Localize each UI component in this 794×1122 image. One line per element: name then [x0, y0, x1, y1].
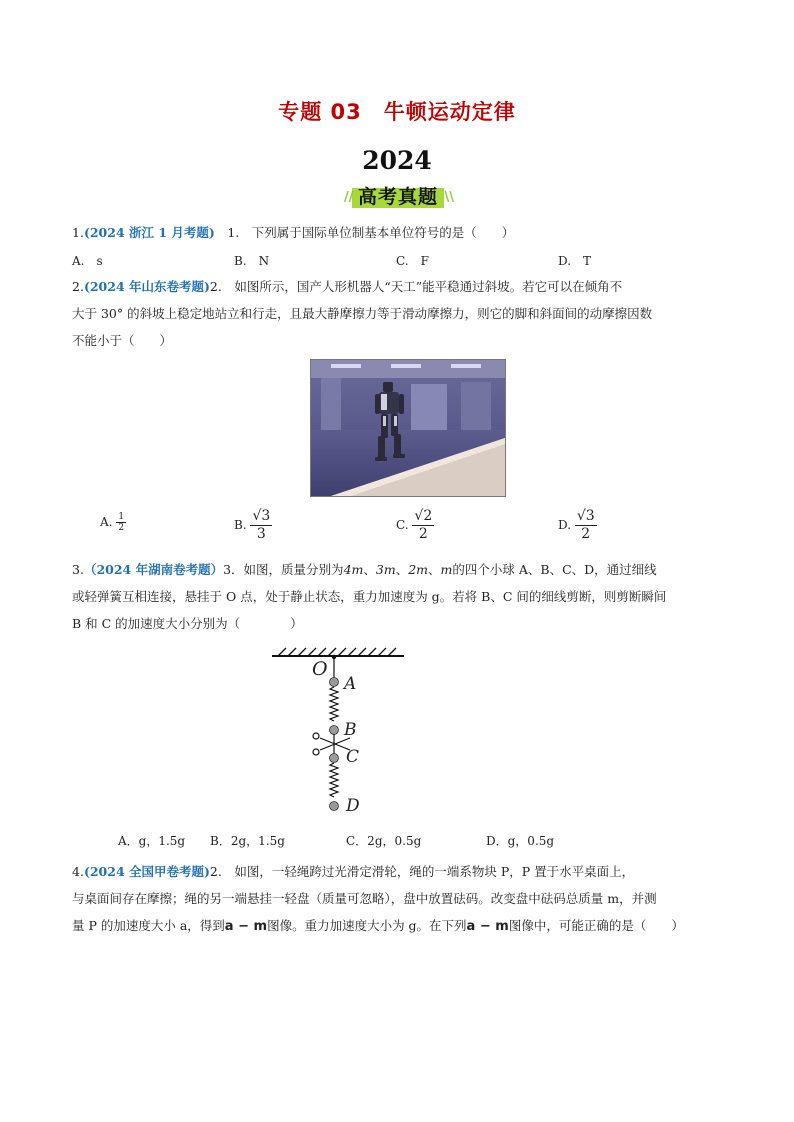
banner-slash-left: //	[344, 190, 354, 205]
q3-stem: 3.（2024 年湖南卷考题）3．如图，质量分别为4m、3m、2m、m的四个小球 A、B、C、D，通过细线 或轻弹簧互相连接，悬挂于 O 点，处于静止状态，重力加速度为 g。若将 B、C 间的细线剪断，则剪断瞬间 B 和 C 的加速度大小分别为（ ）	[72, 562, 667, 631]
q1-source: (2024 浙江 1 月考题)	[83, 225, 215, 240]
banner-slash-right: \\	[444, 190, 454, 205]
label-o: O	[312, 658, 328, 680]
q1-option-a: A. s	[72, 254, 103, 268]
q2-option-c-fraction: $\frac{√2}{2}$	[414, 508, 433, 542]
q3-source: （2024 年湖南卷考题）	[83, 562, 224, 577]
q4-formula-2: a − m	[466, 919, 509, 934]
q1-option-d: D. T	[558, 254, 592, 268]
q1-option-c: C. F	[396, 254, 429, 268]
page-title: 专题 03 牛顿运动定律	[278, 100, 516, 124]
q2-stem: 2.(2024 年山东卷考题)2. 如图所示，国产人形机器人“天工”能平稳通过斜坡。若它可以在倾角不 大于 30° 的斜坡上稳定地站立和行走，且最大静摩擦力等于滑动摩擦力，则它的脚和斜面间的动摩擦因数 不能小于（ ）	[72, 279, 653, 348]
label-c: C	[346, 747, 360, 767]
q2-option-d: D. $\frac{√3}{2}$	[558, 508, 595, 542]
q1-option-b: B. N	[234, 254, 270, 268]
q2-option-a: A. $\frac{1}{2}$	[100, 512, 125, 533]
label-a: A	[344, 674, 357, 694]
section-banner	[342, 182, 454, 210]
q1-stem: 1.(2024 浙江 1 月考题) 1. 下列属于国际单位制基本单位符号的是（ ）	[72, 225, 515, 240]
label-b: B	[344, 720, 357, 740]
q3-option-c: C．2g，0.5g	[346, 834, 422, 848]
q3-option-a: A．g，1.5g	[118, 834, 186, 848]
year-heading: 2024	[362, 146, 432, 175]
q3-option-b: B．2g，1.5g	[210, 834, 285, 848]
banner-text: 高考真题	[357, 186, 438, 208]
q4-source: (2024 全国甲卷考题)	[83, 864, 210, 879]
q3-option-d: D．g，0.5g	[486, 834, 555, 848]
robot-photo	[310, 359, 506, 497]
label-d: D	[346, 796, 360, 816]
q4-formula-1: a − m	[224, 919, 268, 934]
q2-option-b: B. $\frac{√3}{3}$	[234, 508, 271, 542]
q2-source: (2024 年山东卷考题)	[83, 279, 210, 294]
q2-option-b-fraction: $\frac{√3}{3}$	[252, 508, 271, 542]
spring-figure	[268, 644, 408, 820]
q4-stem: 4.(2024 全国甲卷考题)2. 如图，一轻绳跨过光滑定滑轮，绳的一端系物块 P，P 置于水平桌面上， 与桌面间存在摩擦；绳的另一端悬挂一轻盘（质量可忽略），盘中放置砝码。改变盘中砝码总质量 m，并测 量 P 的加速度大小 a，得到a − m图像。重力加速度大小为 g。在下列a − m图像中，可能正确的是（ ）	[72, 864, 684, 934]
q2-option-c: C. $\frac{√2}{2}$	[396, 508, 433, 542]
q2-option-d-fraction: $\frac{√3}{2}$	[576, 508, 595, 542]
q2-option-a-fraction: $\frac{1}{2}$	[118, 512, 125, 533]
